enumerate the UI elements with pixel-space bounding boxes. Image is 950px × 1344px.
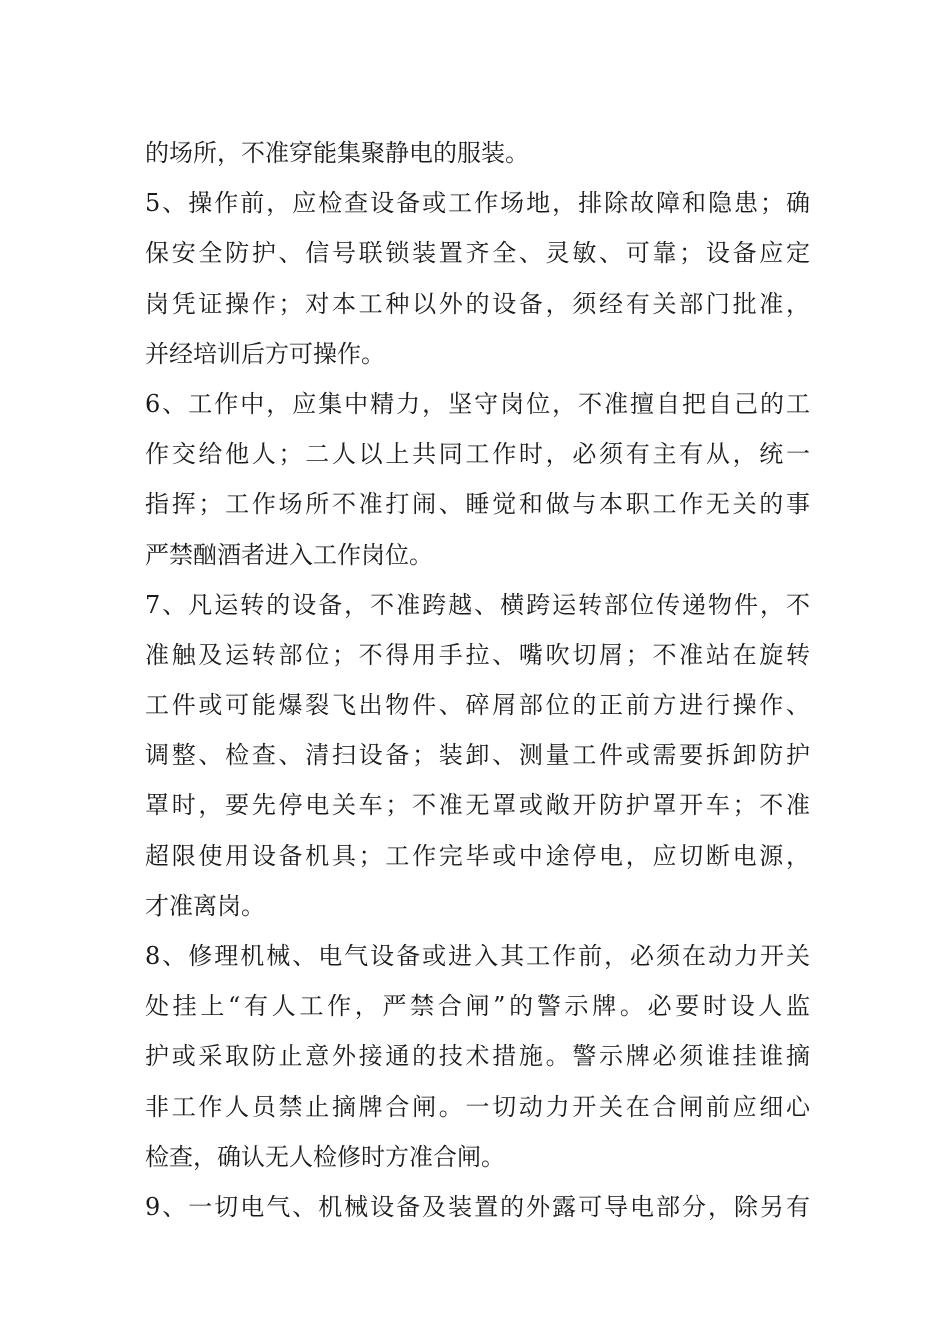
text-line: 工件或可能爆裂飞出物件、碎屑部位的正前方进行操作、 (145, 691, 810, 720)
text-line: 9、一切电气、机械设备及装置的外露可导电部分，除另有 (145, 1192, 810, 1221)
text-line: 处挂上“有人工作，严禁合闸”的警示牌。必要时设人监 (145, 992, 810, 1021)
text-line: 准触及运转部位；不得用手拉、嘴吹切屑；不准站在旋转 (145, 640, 810, 669)
text-line: 严禁酗酒者进入工作岗位。 (145, 540, 433, 569)
text-line: 岗凭证操作；对本工种以外的设备，须经有关部门批准， (145, 289, 810, 318)
text-line: 才准离岗。 (145, 891, 265, 920)
text-line: 7、凡运转的设备，不准跨越、横跨运转部位传递物件，不 (145, 590, 810, 619)
text-line: 并经培训后方可操作。 (145, 339, 385, 368)
text-line: 罩时，要先停电关车；不准无罩或敞开防护罩开车；不准 (145, 791, 810, 820)
text-line: 非工作人员禁止摘牌合闸。一切动力开关在合闸前应细心 (145, 1092, 810, 1121)
text-line: 指挥；工作场所不准打闹、睡觉和做与本职工作无关的事 (145, 490, 810, 519)
document-body (145, 128, 810, 1232)
text-line: 8、修理机械、电气设备或进入其工作前，必须在动力开关 (145, 942, 810, 970)
text-line: 的场所，不准穿能集聚静电的服装。 (145, 139, 529, 167)
text-line: 保安全防护、信号联锁装置齐全、灵敏、可靠；设备应定 (145, 239, 810, 268)
text-line: 6、工作中，应集中精力，坚守岗位，不准擅自把自己的工 (145, 389, 810, 418)
text-line: 检查，确认无人检修时方准合闸。 (145, 1142, 505, 1171)
text-line: 调整、检查、清扫设备；装卸、测量工件或需要拆卸防护 (145, 741, 810, 770)
text-line: 作交给他人；二人以上共同工作时，必须有主有从，统一 (145, 440, 810, 469)
text-line: 护或采取防止意外接通的技术措施。警示牌必须谁挂谁摘 (145, 1042, 810, 1071)
text-line: 超限使用设备机具；工作完毕或中途停电，应切断电源， (145, 841, 810, 870)
text-line: 5、操作前，应检查设备或工作场地，排除故障和隐患；确 (145, 189, 810, 218)
